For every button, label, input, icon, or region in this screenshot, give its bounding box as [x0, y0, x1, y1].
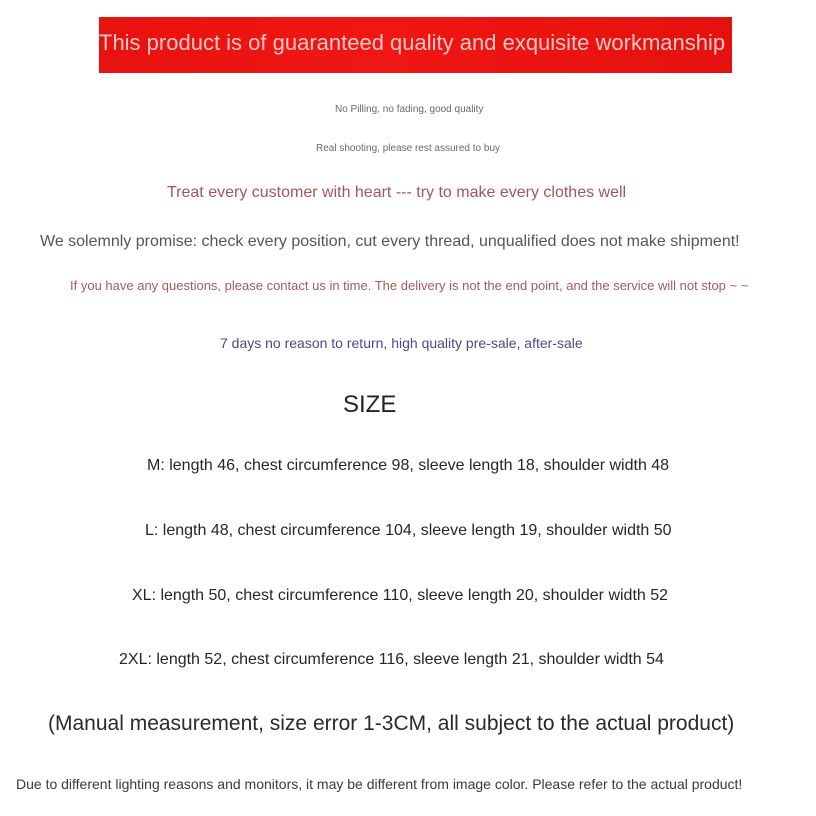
return-policy-note: 7 days no reason to return, high quality pre-sale, after-sale	[220, 335, 583, 351]
size-row-m: M: length 46, chest circumference 98, sleeve length 18, shoulder width 48	[147, 457, 670, 474]
banner-text: This product is of guaranteed quality and exquisite workmanship	[99, 30, 726, 55]
size-title: SIZE	[343, 391, 397, 418]
lighting-note: Due to different lighting reasons and monitors, it may be different from image color. Please refer to the actual product!	[16, 776, 743, 792]
manual-measurement-note: (Manual measurement, size error 1-3CM, all subject to the actual product)	[48, 712, 735, 735]
size-row-2xl: 2XL: length 52, chest circumference 116, sleeve length 21, shoulder width 54	[119, 651, 664, 668]
treat-customer-note: Treat every customer with heart --- try to make every clothes well	[167, 184, 627, 201]
size-row-xl: XL: length 50, chest circumference 110, sleeve length 20, shoulder width 52	[132, 587, 669, 604]
no-pilling-note: No Pilling, no fading, good quality	[335, 104, 484, 115]
real-shooting-note: Real shooting, please rest assured to buy	[316, 143, 500, 154]
size-row-l: L: length 48, chest circumference 104, sleeve length 19, shoulder width 50	[145, 522, 672, 539]
promise-note: We solemnly promise: check every position, cut every thread, unqualified does not make shipment!	[40, 233, 740, 250]
contact-note: If you have any questions, please contact us in time. The delivery is not the end point, and the service will not stop ~ ~	[70, 278, 749, 293]
